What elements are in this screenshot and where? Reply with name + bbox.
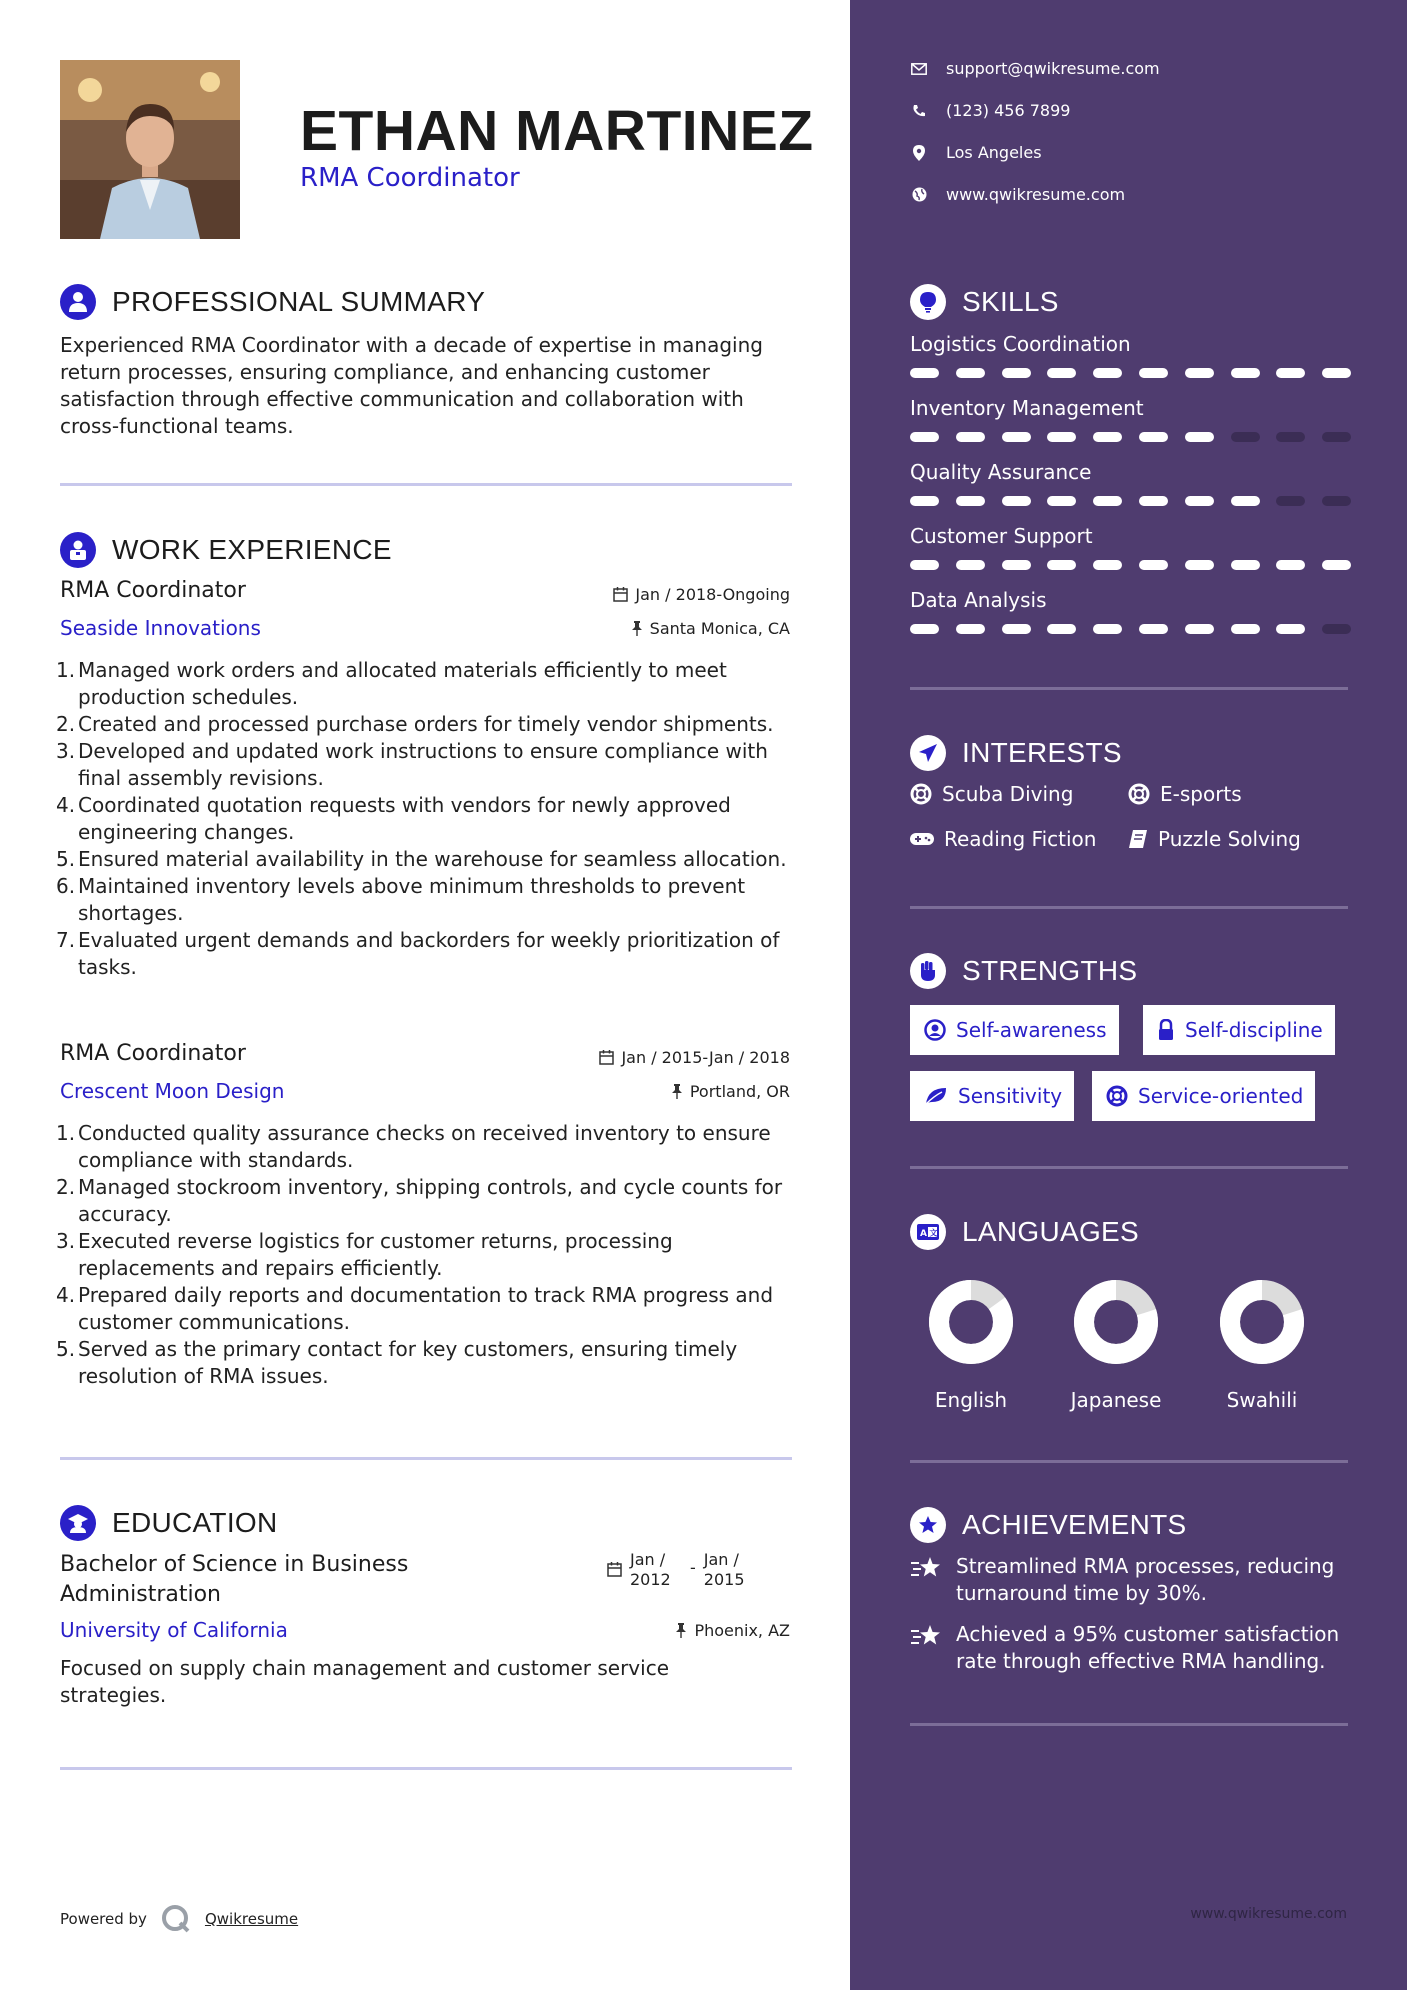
language-name: English (934, 1388, 1008, 1412)
skill-name: Logistics Coordination (910, 332, 1131, 356)
phone-text: (123) 456 7899 (946, 101, 1071, 120)
skill-level-dot (1185, 624, 1214, 634)
achievement-text: Streamlined RMA processes, reducing turnaround time by 30%. (956, 1554, 1335, 1605)
school-name: University of California (60, 1618, 288, 1642)
skill-level-dot (1139, 560, 1168, 570)
sidebar (850, 0, 1407, 1990)
skills-title: SKILLS (962, 286, 1059, 317)
paper-plane-icon (910, 735, 946, 771)
phone-icon (912, 104, 926, 118)
pushpin-icon (671, 1084, 683, 1099)
skill-level-dot (1322, 496, 1351, 506)
skill-level-dot (1093, 496, 1122, 506)
skill-level-dot (1276, 432, 1305, 442)
skill-level-dot (956, 432, 985, 442)
education-date-separator: - (690, 1558, 696, 1577)
languages-title: LANGUAGES (962, 1216, 1139, 1247)
list-item: Managed work orders and allocated materials efficiently to meet production schedules. (78, 658, 727, 709)
location-text: Los Angeles (946, 143, 1042, 162)
divider (910, 906, 1348, 909)
skill-level-dot (1231, 624, 1260, 634)
list-item: Maintained inventory levels above minimum thresholds to prevent shortages. (78, 874, 746, 925)
skill-level-dot (1322, 560, 1351, 570)
skill-level-dot (1093, 624, 1122, 634)
skill-level-dot (1231, 432, 1260, 442)
skill-level-bar (910, 560, 1350, 570)
lifebuoy-icon (1128, 783, 1150, 805)
degree: Bachelor of Science in Business Administration (60, 1552, 409, 1607)
skill-level-dot (1276, 368, 1305, 378)
list-item: Evaluated urgent demands and backorders for weekly prioritization of tasks. (78, 928, 780, 979)
language-icon (910, 1214, 946, 1250)
interest-item (910, 782, 1073, 806)
skill-level-bar (910, 496, 1350, 506)
skill-level-dot (1002, 368, 1031, 378)
language-name: Japanese (1070, 1388, 1162, 1412)
calendar-icon (599, 1050, 614, 1065)
candidate-name: ETHAN MARTINEZ (300, 99, 814, 163)
divider (60, 483, 792, 486)
skill-level-bar (910, 432, 1350, 442)
skill-level-dot (1139, 432, 1168, 442)
education-dates (607, 1550, 756, 1590)
skill-level-dot (1047, 496, 1076, 506)
interests-title: INTERESTS (962, 737, 1122, 768)
calendar-icon (613, 587, 628, 602)
fist-icon (910, 953, 946, 989)
job-location-text: Santa Monica, CA (649, 619, 790, 638)
envelope-icon (911, 63, 927, 75)
language-proficiency-donut (1202, 1276, 1322, 1376)
svg-text:A: A (920, 1229, 927, 1239)
skill-level-dot (956, 496, 985, 506)
skill-level-dot (1002, 560, 1031, 570)
skill-level-dot (1322, 624, 1351, 634)
education-description: Focused on supply chain management and customer service strategies. (60, 1656, 669, 1707)
strength-label: Self-awareness (956, 1018, 1107, 1042)
strength-badge (910, 1071, 1074, 1121)
strengths-title: STRENGTHS (962, 955, 1138, 986)
skill-level-dot (1002, 496, 1031, 506)
strength-badge (910, 1005, 1119, 1055)
job-dates-text: Jan / 2015-Jan / 2018 (621, 1048, 790, 1067)
skill-level-dot (1231, 368, 1260, 378)
user-circle-icon (924, 1019, 946, 1041)
summary-title: PROFESSIONAL SUMMARY (112, 286, 486, 317)
powered-by-label: Powered by (60, 1910, 147, 1928)
skill-level-dot (910, 560, 939, 570)
footer-website[interactable]: www.qwikresume.com (1190, 1906, 1347, 1922)
skill-level-dot (1047, 560, 1076, 570)
shooting-star-icon (910, 1555, 942, 1581)
divider (910, 1460, 1348, 1463)
strength-label: Self-discipline (1185, 1018, 1323, 1042)
lifebuoy-icon (1106, 1085, 1128, 1107)
skill-level-dot (910, 432, 939, 442)
skill-level-bar (910, 624, 1350, 634)
skill-level-dot (1002, 432, 1031, 442)
star-badge-icon (910, 1507, 946, 1543)
language-item (1202, 1276, 1322, 1412)
skill-level-dot (1093, 432, 1122, 442)
skill-name: Inventory Management (910, 396, 1144, 420)
skill-name: Customer Support (910, 524, 1093, 548)
strength-badge (1092, 1071, 1315, 1121)
skill-level-dot (1322, 368, 1351, 378)
language-proficiency-donut (1056, 1276, 1176, 1376)
gamepad-icon (910, 831, 934, 847)
job-duties-list (60, 1120, 800, 1390)
interest-label: Scuba Diving (942, 782, 1074, 806)
list-item: Ensured material availability in the warehouse for seamless allocation. (78, 847, 787, 871)
skill-level-dot (1185, 368, 1214, 378)
skill-level-dot (1093, 368, 1122, 378)
language-item (1056, 1276, 1176, 1412)
job-dates (613, 585, 790, 604)
job-title: RMA Coordinator (60, 578, 246, 603)
skill-name: Quality Assurance (910, 460, 1092, 484)
skill-level-dot (1047, 624, 1076, 634)
book-icon (1128, 829, 1148, 849)
skill-level-dot (1276, 560, 1305, 570)
list-item: Managed stockroom inventory, shipping controls, and cycle counts for accuracy. (78, 1175, 783, 1226)
achievements-title: ACHIEVEMENTS (962, 1509, 1187, 1540)
skill-level-dot (1276, 496, 1305, 506)
lifebuoy-icon (910, 783, 932, 805)
summary-text: Experienced RMA Coordinator with a decade of expertise in managing return processes, ensuring compliance, and enhancing customer satisfaction through effective communication and collaboration with cross-functional teams. (60, 333, 763, 438)
skill-level-dot (1276, 624, 1305, 634)
pushpin-icon (675, 1623, 687, 1638)
leaf-icon (924, 1086, 948, 1106)
skill-level-dot (1185, 496, 1214, 506)
language-name: Swahili (1226, 1388, 1298, 1412)
skill-level-dot (1047, 432, 1076, 442)
list-item: Conducted quality assurance checks on received inventory to ensure compliance with standards. (78, 1121, 771, 1172)
powered-by (60, 1904, 298, 1934)
shooting-star-icon (910, 1623, 942, 1649)
contact-location (910, 143, 1042, 162)
strength-label: Service-oriented (1138, 1084, 1304, 1108)
language-proficiency-donut (911, 1276, 1031, 1376)
strength-label: Sensitivity (958, 1084, 1063, 1108)
skill-level-dot (1185, 560, 1214, 570)
job-company: Seaside Innovations (60, 616, 261, 640)
skill-level-dot (1139, 496, 1168, 506)
job-location (631, 619, 790, 638)
lightbulb-icon (910, 284, 946, 320)
skill-level-dot (1093, 560, 1122, 570)
skill-level-bar (910, 368, 1350, 378)
profile-photo (60, 60, 240, 239)
skill-level-dot (1185, 432, 1214, 442)
calendar-icon (607, 1562, 622, 1577)
achievement-item (910, 1621, 1370, 1675)
skill-level-dot (1231, 560, 1260, 570)
interest-item (1128, 782, 1242, 806)
interest-item (910, 827, 1096, 851)
job-location (671, 1082, 790, 1101)
skill-name: Data Analysis (910, 588, 1047, 612)
interest-item (1128, 827, 1301, 851)
skill-level-dot (956, 368, 985, 378)
map-pin-icon (913, 145, 925, 161)
briefcase-user-icon (60, 532, 96, 568)
strength-badge (1143, 1005, 1335, 1055)
email-text: support@qwikresume.com (946, 59, 1160, 78)
globe-icon (912, 187, 927, 202)
experience-title: WORK EXPERIENCE (112, 534, 392, 565)
job-dates-text: Jan / 2018-Ongoing (635, 585, 790, 604)
pushpin-icon (631, 621, 643, 636)
skill-level-dot (1139, 624, 1168, 634)
list-item: Created and processed purchase orders for timely vendor shipments. (78, 712, 774, 736)
job-title: RMA Coordinator (60, 1041, 246, 1066)
candidate-role: RMA Coordinator (300, 163, 520, 193)
interest-label: Puzzle Solving (1158, 827, 1301, 851)
language-item (911, 1276, 1031, 1412)
qwikresume-link[interactable]: Qwikresume (204, 1910, 299, 1928)
job-location-text: Portland, OR (689, 1082, 790, 1101)
contact-email[interactable] (910, 59, 1160, 78)
education-date-end: Jan / 2015 (703, 1550, 745, 1589)
divider (60, 1767, 792, 1770)
user-icon (60, 284, 96, 320)
list-item: Coordinated quotation requests with vendors for newly approved engineering changes. (78, 793, 731, 844)
list-item: Executed reverse logistics for customer returns, processing replacements and repairs efficiently. (78, 1229, 673, 1280)
education-location-text: Phoenix, AZ (694, 1621, 790, 1640)
skill-level-dot (956, 560, 985, 570)
skill-level-dot (1047, 368, 1076, 378)
education-title: EDUCATION (112, 1507, 278, 1538)
skill-level-dot (910, 496, 939, 506)
job-dates (599, 1048, 790, 1067)
list-item: Prepared daily reports and documentation to track RMA progress and customer communications. (78, 1283, 774, 1334)
job-duties-list (60, 657, 800, 981)
divider (910, 1723, 1348, 1726)
job-company: Crescent Moon Design (60, 1079, 285, 1103)
svg-text:文: 文 (929, 1228, 938, 1238)
skill-level-dot (1231, 496, 1260, 506)
divider (60, 1457, 792, 1460)
skill-level-dot (1139, 368, 1168, 378)
education-date-start: Jan / 2012 (630, 1550, 671, 1589)
achievement-text: Achieved a 95% customer satisfaction rate through effective RMA handling. (956, 1622, 1340, 1673)
list-item: Served as the primary contact for key customers, ensuring timely resolution of RMA issues. (78, 1337, 738, 1388)
skill-level-dot (1322, 432, 1351, 442)
contact-phone[interactable] (910, 101, 1070, 120)
skill-level-dot (1002, 624, 1031, 634)
skill-level-dot (910, 624, 939, 634)
achievement-item (910, 1553, 1370, 1607)
interest-label: E-sports (1160, 782, 1242, 806)
website-text: www.qwikresume.com (946, 185, 1126, 204)
qwikresume-logo-icon (161, 1904, 191, 1934)
skill-level-dot (956, 624, 985, 634)
skill-level-dot (910, 368, 939, 378)
graduate-icon (60, 1505, 96, 1541)
lock-icon (1157, 1019, 1175, 1041)
education-location (675, 1621, 790, 1640)
list-item: Developed and updated work instructions to ensure compliance with final assembly revisions. (78, 739, 768, 790)
interest-label: Reading Fiction (944, 827, 1097, 851)
divider (910, 687, 1348, 690)
divider (910, 1166, 1348, 1169)
contact-website[interactable] (910, 185, 1125, 204)
